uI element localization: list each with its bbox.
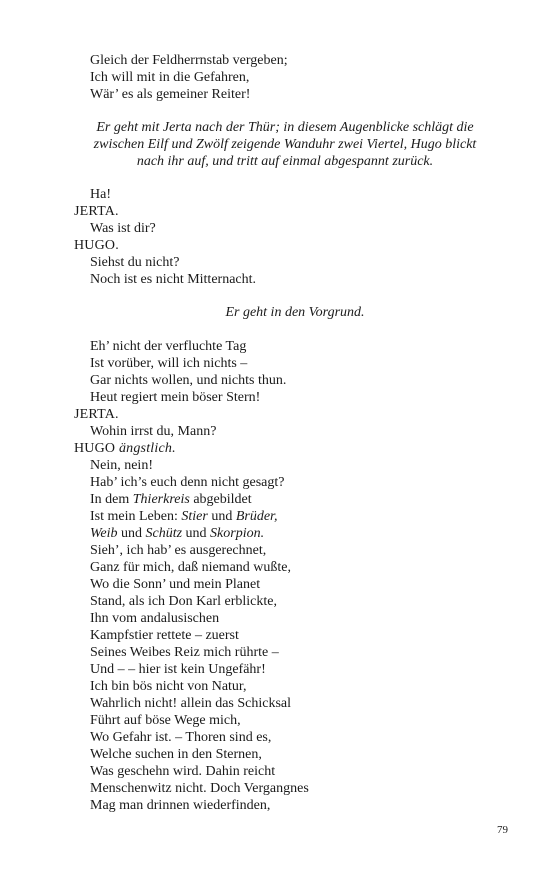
verse-line: Ich bin bös nicht von Natur, <box>90 679 247 694</box>
speaker-name: JERTA. <box>74 407 119 422</box>
emphasis-text: Weib <box>90 526 118 541</box>
verse-line: Menschenwitz nicht. Doch Vergangnes <box>90 781 309 796</box>
verse-line: Stand, als ich Don Karl erblickte, <box>90 594 278 609</box>
stage-direction-line: zwischen Eilf und Zwölf zeigende Wanduhr zwei Viertel, Hugo blickt <box>93 137 477 152</box>
verse-text: und <box>117 526 146 541</box>
verse-line: Wär’ es als gemeiner Reiter! <box>90 87 251 102</box>
verse-line: Noch ist es nicht Mitternacht. <box>90 272 257 287</box>
speaker-name: HUGO <box>74 441 116 456</box>
verse-line: Seines Weibes Reiz mich rührte – <box>90 645 279 660</box>
verse-line: Mag man drinnen wiederfinden, <box>90 798 271 813</box>
stage-direction-line: Er geht mit Jerta nach der Thür; in diesem Augenblicke schlägt die <box>96 120 474 135</box>
stage-direction-line: nach ihr auf, und tritt auf einmal abgespannt zurück. <box>136 154 434 169</box>
verse-line: Ich will mit in die Gefahren, <box>90 70 250 85</box>
speaker-direction: ängstlich. <box>118 441 176 456</box>
emphasis-text: Stier <box>181 509 208 524</box>
verse-line: Gleich der Feldherrnstab vergeben; <box>90 53 288 68</box>
verse-line: Heut regiert mein böser Stern! <box>90 390 261 405</box>
verse-line <box>90 491 252 508</box>
verse-line: Ha! <box>90 187 111 202</box>
verse-line: Eh’ nicht der verfluchte Tag <box>90 339 247 354</box>
verse-line: Wohin irrst du, Mann? <box>90 424 217 439</box>
emphasis-text: Schütz <box>145 526 183 541</box>
speaker-name: HUGO. <box>74 238 119 253</box>
stage-direction-line: Er geht in den Vorgrund. <box>225 305 365 320</box>
verse-text: abgebildet <box>189 492 252 507</box>
verse-line: Welche suchen in den Sternen, <box>90 747 262 762</box>
verse-line: Nein, nein! <box>90 458 153 473</box>
verse-text: Ist mein Leben: <box>90 509 182 524</box>
speaker-name: JERTA. <box>74 204 119 219</box>
verse-line: Siehst du nicht? <box>90 255 180 270</box>
verse-line: Wahrlich nicht! allein das Schicksal <box>90 696 292 711</box>
speaker-heading <box>74 440 176 457</box>
verse-line: Wo Gefahr ist. – Thoren sind es, <box>90 730 272 745</box>
page-number: 79 <box>497 824 508 836</box>
verse-text: und <box>207 509 236 524</box>
verse-line <box>90 508 277 525</box>
verse-line: Wo die Sonn’ und mein Planet <box>90 577 261 592</box>
verse-line: Ihn vom andalusischen <box>90 611 220 626</box>
verse-line: Ist vorüber, will ich nichts – <box>90 356 248 371</box>
verse-line: Was ist dir? <box>90 221 156 236</box>
verse-line <box>90 525 264 542</box>
verse-line: Kampfstier rettete – zuerst <box>90 628 239 643</box>
emphasis-text: Skorpion. <box>210 526 265 541</box>
verse-text: In dem <box>90 492 133 507</box>
verse-line: Ganz für mich, daß niemand wußte, <box>90 560 291 575</box>
verse-line: Gar nichts wollen, und nichts thun. <box>90 373 287 388</box>
verse-line: Hab’ ich’s euch denn nicht gesagt? <box>90 475 285 490</box>
verse-line: Sieh’, ich hab’ es ausgerechnet, <box>90 543 267 558</box>
verse-line: Und – – hier ist kein Ungefähr! <box>90 662 266 677</box>
emphasis-text: Thierkreis <box>132 492 190 507</box>
emphasis-text: Brüder, <box>235 509 278 524</box>
verse-line: Was geschehn wird. Dahin reicht <box>90 764 276 779</box>
verse-text: und <box>182 526 211 541</box>
verse-line: Führt auf böse Wege mich, <box>90 713 241 728</box>
